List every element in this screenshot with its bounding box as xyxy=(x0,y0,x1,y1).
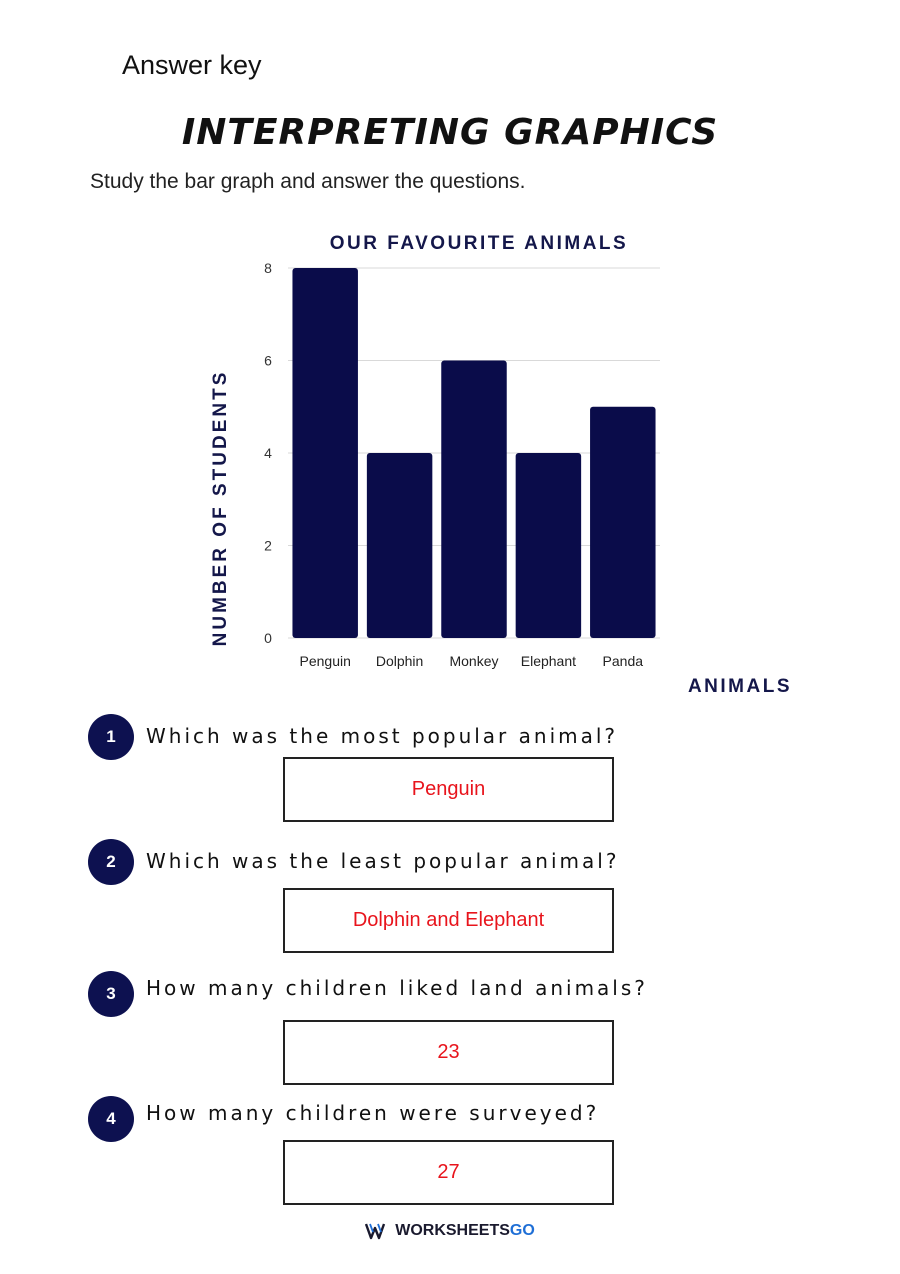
question-3-number: 3 xyxy=(88,971,134,1017)
y-tick-label: 6 xyxy=(264,352,272,369)
category-labels xyxy=(300,653,644,669)
question-4-number: 4 xyxy=(88,1096,134,1142)
footer-brand-text xyxy=(395,1222,535,1240)
y-tick-label: 4 xyxy=(264,445,272,461)
answer-4-box xyxy=(283,1140,614,1205)
question-2-number: 2 xyxy=(88,839,134,885)
question-2-text: Which was the least popular animal? xyxy=(146,849,620,873)
brand-part1: WORKSHEETS xyxy=(395,1222,510,1239)
bars xyxy=(292,268,655,638)
answer-3-text: 23 xyxy=(437,1041,460,1063)
bar-chart xyxy=(200,225,810,705)
y-tick-label: 0 xyxy=(264,630,272,646)
question-4-text: How many children were surveyed? xyxy=(146,1101,600,1125)
category-label: Penguin xyxy=(299,653,351,669)
answer-4-text: 27 xyxy=(437,1161,460,1183)
y-tick-labels xyxy=(264,260,272,646)
answer-2-text: Dolphin and Elephant xyxy=(352,909,545,931)
answer-1-box xyxy=(283,757,614,822)
answer-2-box xyxy=(283,888,614,953)
question-1-number: 1 xyxy=(88,714,134,760)
chart-title: OUR FAVOURITE ANIMALS xyxy=(329,233,629,254)
bar-monkey xyxy=(441,361,506,639)
brand-part2: GO xyxy=(509,1222,535,1239)
answer-key-label: Answer key xyxy=(122,50,262,80)
y-axis-label: NUMBER OF STUDENTS xyxy=(210,369,231,647)
bar-elephant xyxy=(516,453,581,638)
footer-brand xyxy=(0,1222,900,1240)
answer-3-box xyxy=(283,1020,614,1085)
bar-penguin xyxy=(292,268,357,638)
question-1-text: Which was the most popular animal? xyxy=(146,724,619,748)
answer-1-text: Penguin xyxy=(411,778,486,800)
question-3-text: How many children liked land animals? xyxy=(146,976,648,1000)
category-label: Monkey xyxy=(449,653,499,669)
instructions-text: Study the bar graph and answer the questions. xyxy=(90,170,526,193)
y-tick-label: 2 xyxy=(264,537,272,554)
w-logo-icon xyxy=(365,1222,389,1240)
category-label: Dolphin xyxy=(375,653,424,669)
page-title: INTERPRETING GRAPHICS xyxy=(181,112,719,153)
y-tick-label: 8 xyxy=(264,260,272,276)
category-label: Panda xyxy=(602,653,644,669)
bar-panda xyxy=(590,407,655,638)
category-label: Elephant xyxy=(520,653,577,669)
x-axis-label: ANIMALS xyxy=(687,676,792,697)
bar-dolphin xyxy=(367,453,432,638)
